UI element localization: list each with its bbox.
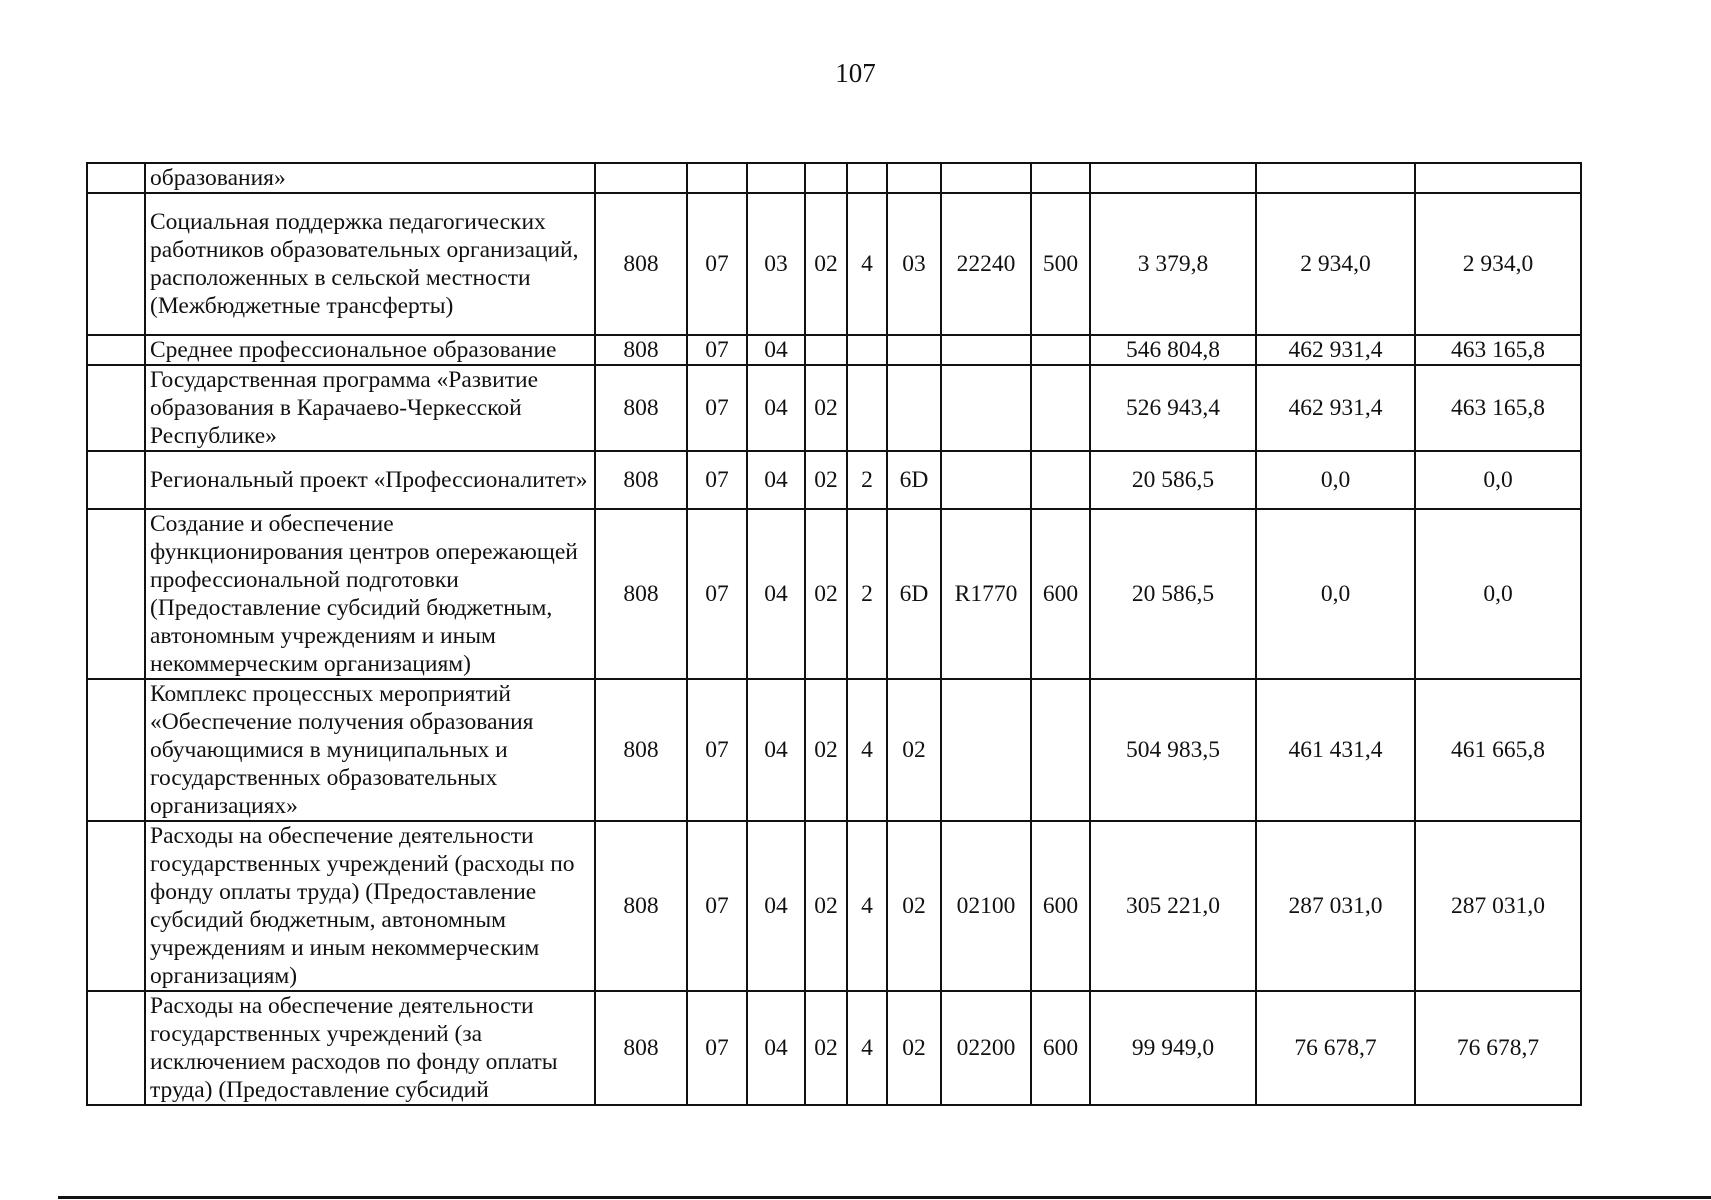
table-row: [87, 335, 1581, 365]
sum-year1-cell: 20 586,5: [1090, 451, 1256, 509]
item-name-cell: Социальная поддержка педагогических работников образовательных организаций, расположенных в сельской местности (Межбюджетные трансферты): [145, 193, 595, 335]
expense-type-cell: [1031, 365, 1090, 451]
sum-year2-cell: 287 031,0: [1256, 821, 1415, 991]
structure-code-cell: 2: [847, 509, 887, 679]
expense-type-cell: 600: [1031, 991, 1090, 1105]
item-name-cell: образования»: [145, 163, 595, 193]
sum-year2-cell: 462 931,4: [1256, 365, 1415, 451]
budget-table: [86, 162, 1582, 1106]
item-name-cell: Расходы на обеспечение деятельности государственных учреждений (расходы по фонду оплаты труда) (Предоставление субсидий бюджетным, автономным учреждениям и иным некоммерческим организациям): [145, 821, 595, 991]
program-code-cell: [805, 335, 847, 365]
table-row: [87, 193, 1581, 335]
structure-code-cell: [847, 365, 887, 451]
subsection-code-cell: 04: [747, 679, 805, 821]
sum-year2-cell: 462 931,4: [1256, 335, 1415, 365]
sum-year3-cell: 463 165,8: [1415, 335, 1581, 365]
expense-type-cell: [1031, 451, 1090, 509]
row-number-cell: [87, 335, 145, 365]
ved-code-cell: 808: [595, 991, 687, 1105]
item-name-cell: Региональный проект «Профессионалитет»: [145, 451, 595, 509]
structure-code-cell: 2: [847, 451, 887, 509]
expense-type-cell: 500: [1031, 193, 1090, 335]
sum-year2-cell: 0,0: [1256, 451, 1415, 509]
direction-code-cell: [941, 451, 1031, 509]
sum-year1-cell: [1090, 163, 1256, 193]
structure-code-cell: 4: [847, 679, 887, 821]
table-row: [87, 991, 1581, 1105]
sum-year2-cell: 461 431,4: [1256, 679, 1415, 821]
expense-type-cell: 600: [1031, 509, 1090, 679]
project-code-cell: 02: [887, 679, 941, 821]
sum-year2-cell: 2 934,0: [1256, 193, 1415, 335]
subsection-code-cell: 04: [747, 335, 805, 365]
table-row: [87, 509, 1581, 679]
sum-year3-cell: [1415, 163, 1581, 193]
row-number-cell: [87, 163, 145, 193]
expense-type-cell: 600: [1031, 821, 1090, 991]
ved-code-cell: 808: [595, 335, 687, 365]
table-row: [87, 821, 1581, 991]
ved-code-cell: 808: [595, 193, 687, 335]
row-number-cell: [87, 193, 145, 335]
row-number-cell: [87, 509, 145, 679]
program-code-cell: 02: [805, 509, 847, 679]
table-row: [87, 679, 1581, 821]
sum-year2-cell: [1256, 163, 1415, 193]
program-code-cell: 02: [805, 365, 847, 451]
sum-year2-cell: 0,0: [1256, 509, 1415, 679]
structure-code-cell: [847, 335, 887, 365]
ved-code-cell: 808: [595, 509, 687, 679]
structure-code-cell: [847, 163, 887, 193]
project-code-cell: 03: [887, 193, 941, 335]
section-code-cell: 07: [687, 821, 747, 991]
ved-code-cell: 808: [595, 365, 687, 451]
project-code-cell: 02: [887, 991, 941, 1105]
project-code-cell: 6D: [887, 451, 941, 509]
structure-code-cell: 4: [847, 991, 887, 1105]
structure-code-cell: 4: [847, 821, 887, 991]
program-code-cell: 02: [805, 679, 847, 821]
ved-code-cell: 808: [595, 451, 687, 509]
sum-year3-cell: 76 678,7: [1415, 991, 1581, 1105]
project-code-cell: 6D: [887, 509, 941, 679]
sum-year1-cell: 305 221,0: [1090, 821, 1256, 991]
section-code-cell: 07: [687, 451, 747, 509]
page-number: 107: [835, 58, 876, 88]
sum-year3-cell: 287 031,0: [1415, 821, 1581, 991]
section-code-cell: 07: [687, 679, 747, 821]
subsection-code-cell: 04: [747, 821, 805, 991]
project-code-cell: 02: [887, 821, 941, 991]
section-code-cell: 07: [687, 335, 747, 365]
section-code-cell: 07: [687, 509, 747, 679]
item-name-cell: Создание и обеспечение функционирования центров опережающей профессиональной подготовки (Предоставление субсидий бюджетным, автономным учреждениям и иным некоммерческим организациям): [145, 509, 595, 679]
program-code-cell: [805, 163, 847, 193]
subsection-code-cell: [747, 163, 805, 193]
row-number-cell: [87, 365, 145, 451]
page-bottom-rule: [58, 1196, 1711, 1199]
section-code-cell: 07: [687, 991, 747, 1105]
direction-code-cell: 02200: [941, 991, 1031, 1105]
row-number-cell: [87, 991, 145, 1105]
subsection-code-cell: 04: [747, 509, 805, 679]
sum-year3-cell: 463 165,8: [1415, 365, 1581, 451]
direction-code-cell: [941, 679, 1031, 821]
section-code-cell: 07: [687, 365, 747, 451]
sum-year1-cell: 546 804,8: [1090, 335, 1256, 365]
direction-code-cell: R1770: [941, 509, 1031, 679]
program-code-cell: 02: [805, 991, 847, 1105]
section-code-cell: [687, 163, 747, 193]
direction-code-cell: 02100: [941, 821, 1031, 991]
structure-code-cell: 4: [847, 193, 887, 335]
sum-year1-cell: 526 943,4: [1090, 365, 1256, 451]
ved-code-cell: 808: [595, 679, 687, 821]
item-name-cell: Комплекс процессных мероприятий «Обеспечение получения образования обучающимися в муниципальных и государственных образовательных организациях»: [145, 679, 595, 821]
project-code-cell: [887, 335, 941, 365]
section-code-cell: 07: [687, 193, 747, 335]
expense-type-cell: [1031, 163, 1090, 193]
program-code-cell: 02: [805, 821, 847, 991]
row-number-cell: [87, 821, 145, 991]
sum-year3-cell: 461 665,8: [1415, 679, 1581, 821]
expense-type-cell: [1031, 679, 1090, 821]
project-code-cell: [887, 365, 941, 451]
ved-code-cell: [595, 163, 687, 193]
sum-year1-cell: 20 586,5: [1090, 509, 1256, 679]
program-code-cell: 02: [805, 451, 847, 509]
direction-code-cell: 22240: [941, 193, 1031, 335]
expense-type-cell: [1031, 335, 1090, 365]
row-number-cell: [87, 679, 145, 821]
table-row: [87, 451, 1581, 509]
sum-year1-cell: 3 379,8: [1090, 193, 1256, 335]
sum-year2-cell: 76 678,7: [1256, 991, 1415, 1105]
row-number-cell: [87, 451, 145, 509]
subsection-code-cell: 03: [747, 193, 805, 335]
table-row: [87, 163, 1581, 193]
subsection-code-cell: 04: [747, 365, 805, 451]
sum-year3-cell: 0,0: [1415, 509, 1581, 679]
direction-code-cell: [941, 163, 1031, 193]
item-name-cell: Среднее профессиональное образование: [145, 335, 595, 365]
program-code-cell: 02: [805, 193, 847, 335]
project-code-cell: [887, 163, 941, 193]
sum-year1-cell: 99 949,0: [1090, 991, 1256, 1105]
subsection-code-cell: 04: [747, 451, 805, 509]
ved-code-cell: 808: [595, 821, 687, 991]
direction-code-cell: [941, 335, 1031, 365]
direction-code-cell: [941, 365, 1031, 451]
sum-year3-cell: 0,0: [1415, 451, 1581, 509]
table-row: [87, 365, 1581, 451]
item-name-cell: Государственная программа «Развитие образования в Карачаево-Черкесской Республике»: [145, 365, 595, 451]
subsection-code-cell: 04: [747, 991, 805, 1105]
item-name-cell: Расходы на обеспечение деятельности государственных учреждений (за исключением расходов по фонду оплаты труда) (Предоставление субсидий: [145, 991, 595, 1105]
sum-year3-cell: 2 934,0: [1415, 193, 1581, 335]
sum-year1-cell: 504 983,5: [1090, 679, 1256, 821]
